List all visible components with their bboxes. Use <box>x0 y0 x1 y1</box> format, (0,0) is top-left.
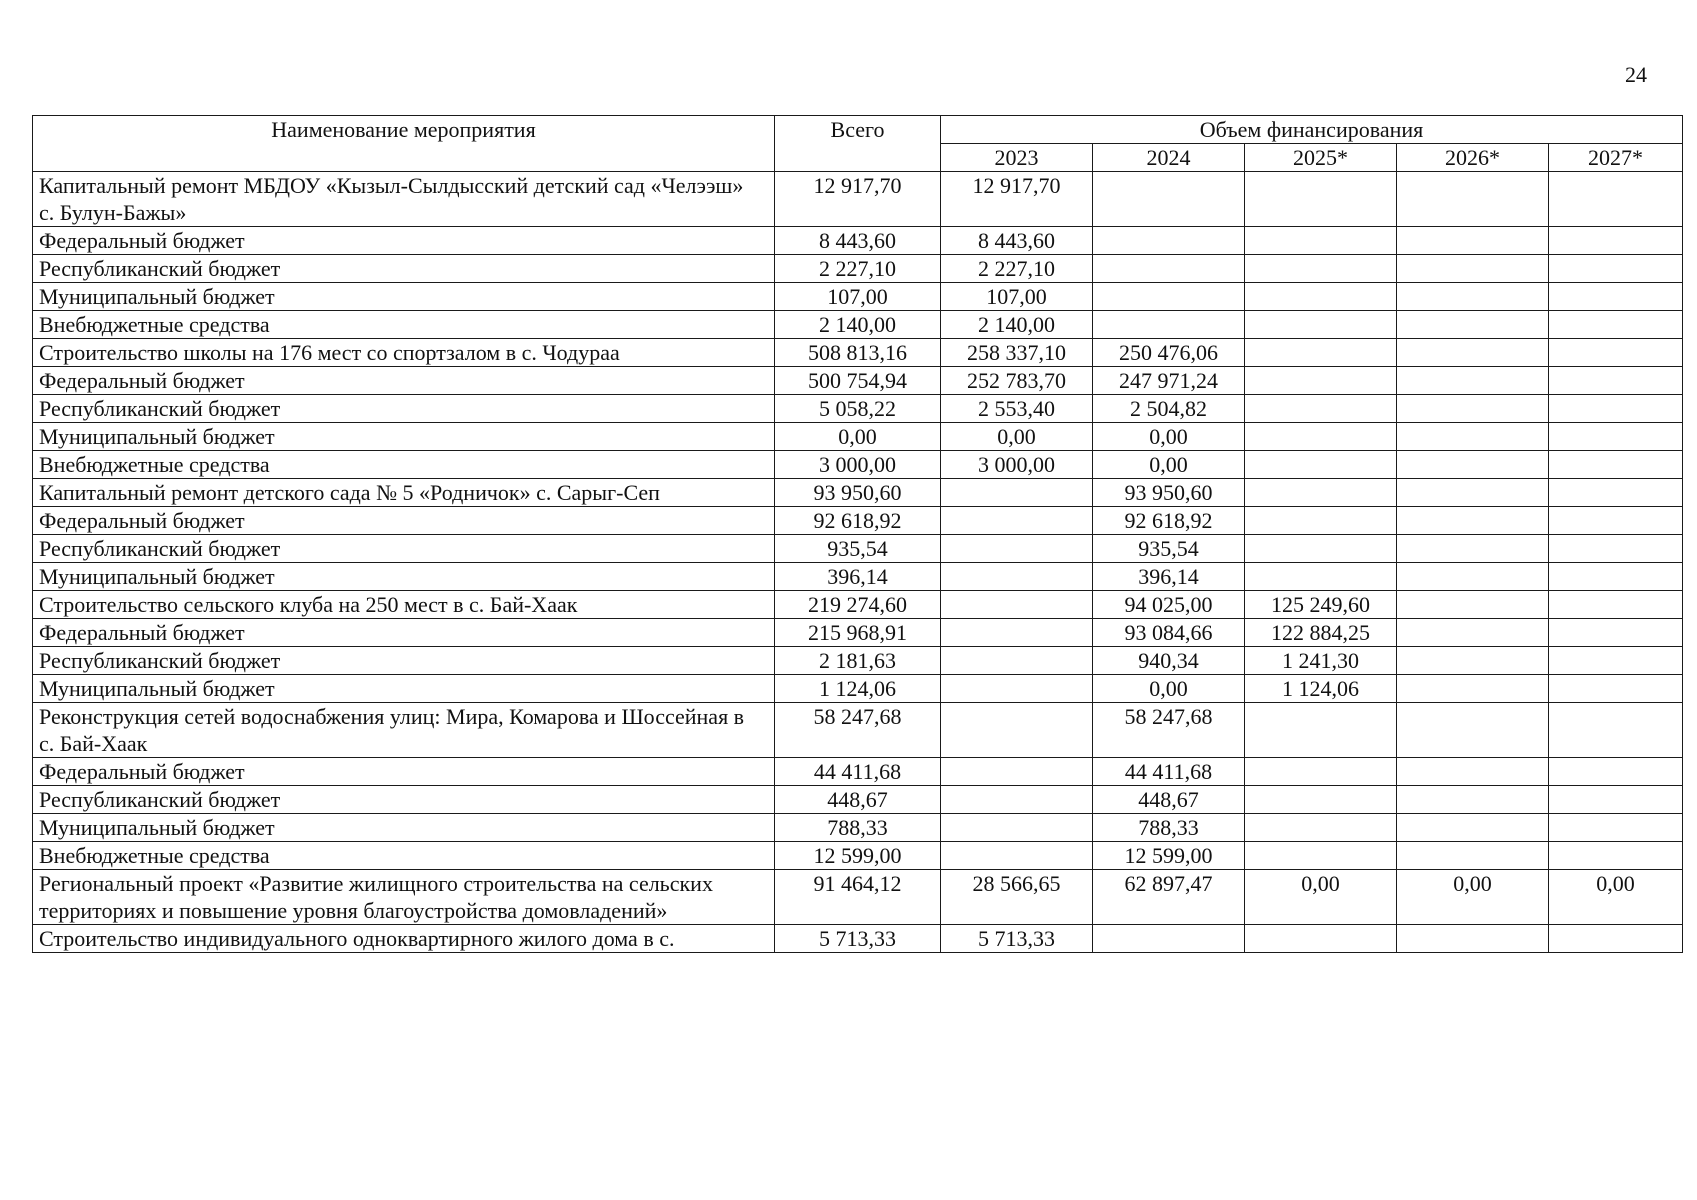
table-row <box>33 675 1683 703</box>
row-name-cell: Капитальный ремонт детского сада № 5 «Родничок» с. Сарыг-Сеп <box>33 479 775 507</box>
row-name-cell: Реконструкция сетей водоснабжения улиц: Мира, Комарова и Шоссейная в с. Бай-Хаак <box>33 703 775 758</box>
header-year: 2025* <box>1245 144 1397 172</box>
row-2026-cell <box>1397 758 1549 786</box>
row-2023-cell: 8 443,60 <box>941 227 1093 255</box>
row-name-cell: Республиканский бюджет <box>33 255 775 283</box>
row-total-cell: 91 464,12 <box>775 870 941 925</box>
table-row <box>33 619 1683 647</box>
row-2024-cell: 92 618,92 <box>1093 507 1245 535</box>
row-total-cell: 788,33 <box>775 814 941 842</box>
row-2024-cell <box>1093 255 1245 283</box>
row-total-cell: 3 000,00 <box>775 451 941 479</box>
row-2025-cell <box>1245 563 1397 591</box>
row-2026-cell <box>1397 339 1549 367</box>
row-2027-cell: 0,00 <box>1549 870 1683 925</box>
row-2026-cell <box>1397 311 1549 339</box>
row-2027-cell <box>1549 367 1683 395</box>
row-name-cell: Строительство индивидуального одноквартирного жилого дома в с. <box>33 925 775 953</box>
row-2024-cell: 12 599,00 <box>1093 842 1245 870</box>
row-name-cell: Строительство школы на 176 мест со спортзалом в с. Чодураа <box>33 339 775 367</box>
table-row <box>33 535 1683 563</box>
row-2024-cell: 396,14 <box>1093 563 1245 591</box>
row-name-cell: Республиканский бюджет <box>33 647 775 675</box>
row-2023-cell: 12 917,70 <box>941 172 1093 227</box>
table-row <box>33 814 1683 842</box>
row-2025-cell <box>1245 535 1397 563</box>
row-2026-cell <box>1397 451 1549 479</box>
row-2023-cell <box>941 507 1093 535</box>
row-2024-cell: 247 971,24 <box>1093 367 1245 395</box>
table-row <box>33 255 1683 283</box>
row-2026-cell <box>1397 703 1549 758</box>
table-row <box>33 786 1683 814</box>
row-2023-cell <box>941 619 1093 647</box>
row-2025-cell: 1 241,30 <box>1245 647 1397 675</box>
row-2027-cell <box>1549 758 1683 786</box>
row-2023-cell: 2 227,10 <box>941 255 1093 283</box>
row-2023-cell <box>941 479 1093 507</box>
row-2027-cell <box>1549 172 1683 227</box>
row-total-cell: 219 274,60 <box>775 591 941 619</box>
row-total-cell: 500 754,94 <box>775 367 941 395</box>
row-2027-cell <box>1549 339 1683 367</box>
row-2025-cell <box>1245 814 1397 842</box>
row-2023-cell: 5 713,33 <box>941 925 1093 953</box>
row-2025-cell: 125 249,60 <box>1245 591 1397 619</box>
table-row <box>33 479 1683 507</box>
row-2026-cell <box>1397 814 1549 842</box>
row-2023-cell <box>941 842 1093 870</box>
row-2025-cell <box>1245 703 1397 758</box>
row-2026-cell <box>1397 675 1549 703</box>
row-total-cell: 0,00 <box>775 423 941 451</box>
row-total-cell: 935,54 <box>775 535 941 563</box>
financing-table <box>32 115 1683 953</box>
table-row <box>33 925 1683 953</box>
row-name-cell: Муниципальный бюджет <box>33 814 775 842</box>
table-row <box>33 395 1683 423</box>
row-2027-cell <box>1549 311 1683 339</box>
row-name-cell: Региональный проект «Развитие жилищного строительства на сельских территориях и повышение уровня благоустройства домовладений» <box>33 870 775 925</box>
row-2025-cell <box>1245 227 1397 255</box>
row-2023-cell: 258 337,10 <box>941 339 1093 367</box>
row-2027-cell <box>1549 842 1683 870</box>
row-total-cell: 44 411,68 <box>775 758 941 786</box>
table-row <box>33 172 1683 227</box>
row-2027-cell <box>1549 563 1683 591</box>
row-2024-cell: 788,33 <box>1093 814 1245 842</box>
row-2026-cell: 0,00 <box>1397 870 1549 925</box>
row-2027-cell <box>1549 675 1683 703</box>
row-2025-cell <box>1245 451 1397 479</box>
row-2024-cell: 448,67 <box>1093 786 1245 814</box>
row-2023-cell <box>941 758 1093 786</box>
table-row <box>33 842 1683 870</box>
row-2027-cell <box>1549 451 1683 479</box>
row-2026-cell <box>1397 591 1549 619</box>
row-2025-cell <box>1245 507 1397 535</box>
row-name-cell: Муниципальный бюджет <box>33 423 775 451</box>
row-2023-cell: 2 140,00 <box>941 311 1093 339</box>
row-2027-cell <box>1549 703 1683 758</box>
table-row <box>33 647 1683 675</box>
row-2027-cell <box>1549 479 1683 507</box>
row-2025-cell <box>1245 925 1397 953</box>
row-total-cell: 448,67 <box>775 786 941 814</box>
row-2027-cell <box>1549 227 1683 255</box>
row-2024-cell: 94 025,00 <box>1093 591 1245 619</box>
row-2023-cell <box>941 703 1093 758</box>
row-2027-cell <box>1549 591 1683 619</box>
row-2025-cell <box>1245 395 1397 423</box>
header-year: 2023 <box>941 144 1093 172</box>
row-name-cell: Внебюджетные средства <box>33 311 775 339</box>
row-2025-cell <box>1245 283 1397 311</box>
header-year: 2024 <box>1093 144 1245 172</box>
row-2026-cell <box>1397 423 1549 451</box>
row-name-cell: Муниципальный бюджет <box>33 563 775 591</box>
row-2025-cell: 1 124,06 <box>1245 675 1397 703</box>
row-2023-cell: 0,00 <box>941 423 1093 451</box>
row-2025-cell <box>1245 172 1397 227</box>
row-total-cell: 8 443,60 <box>775 227 941 255</box>
row-2026-cell <box>1397 842 1549 870</box>
row-name-cell: Федеральный бюджет <box>33 367 775 395</box>
row-2024-cell: 0,00 <box>1093 451 1245 479</box>
page-number: 24 <box>1625 62 1647 87</box>
row-2024-cell: 250 476,06 <box>1093 339 1245 367</box>
row-2027-cell <box>1549 925 1683 953</box>
row-2023-cell <box>941 814 1093 842</box>
row-name-cell: Республиканский бюджет <box>33 395 775 423</box>
table-row <box>33 703 1683 758</box>
row-2026-cell <box>1397 647 1549 675</box>
row-2023-cell: 2 553,40 <box>941 395 1093 423</box>
row-2023-cell <box>941 675 1093 703</box>
row-total-cell: 107,00 <box>775 283 941 311</box>
row-2025-cell <box>1245 423 1397 451</box>
row-2024-cell: 44 411,68 <box>1093 758 1245 786</box>
table-row <box>33 311 1683 339</box>
row-name-cell: Капитальный ремонт МБДОУ «Кызыл-Сылдысский детский сад «Челээш» с. Булун-Бажы» <box>33 172 775 227</box>
row-name-cell: Федеральный бюджет <box>33 227 775 255</box>
row-2024-cell: 62 897,47 <box>1093 870 1245 925</box>
row-2025-cell <box>1245 786 1397 814</box>
row-2025-cell: 122 884,25 <box>1245 619 1397 647</box>
header-name: Наименование мероприятия <box>33 116 775 172</box>
row-2024-cell <box>1093 172 1245 227</box>
row-2027-cell <box>1549 619 1683 647</box>
row-2023-cell: 107,00 <box>941 283 1093 311</box>
row-name-cell: Муниципальный бюджет <box>33 283 775 311</box>
row-2026-cell <box>1397 507 1549 535</box>
row-name-cell: Федеральный бюджет <box>33 507 775 535</box>
table-header <box>33 116 1683 172</box>
row-total-cell: 58 247,68 <box>775 703 941 758</box>
header-total: Всего <box>775 116 941 172</box>
row-2027-cell <box>1549 814 1683 842</box>
row-2024-cell: 93 950,60 <box>1093 479 1245 507</box>
row-total-cell: 2 140,00 <box>775 311 941 339</box>
row-total-cell: 93 950,60 <box>775 479 941 507</box>
row-name-cell: Муниципальный бюджет <box>33 675 775 703</box>
row-2024-cell <box>1093 283 1245 311</box>
row-name-cell: Республиканский бюджет <box>33 535 775 563</box>
row-total-cell: 5 713,33 <box>775 925 941 953</box>
table-row <box>33 507 1683 535</box>
row-2026-cell <box>1397 255 1549 283</box>
row-2026-cell <box>1397 535 1549 563</box>
row-2025-cell <box>1245 367 1397 395</box>
row-2027-cell <box>1549 283 1683 311</box>
table-row <box>33 283 1683 311</box>
row-2025-cell <box>1245 479 1397 507</box>
row-2027-cell <box>1549 535 1683 563</box>
row-total-cell: 12 917,70 <box>775 172 941 227</box>
table-row <box>33 451 1683 479</box>
table-row <box>33 227 1683 255</box>
row-2025-cell <box>1245 255 1397 283</box>
row-2023-cell <box>941 647 1093 675</box>
row-total-cell: 92 618,92 <box>775 507 941 535</box>
row-2026-cell <box>1397 395 1549 423</box>
row-2023-cell <box>941 591 1093 619</box>
row-2023-cell: 28 566,65 <box>941 870 1093 925</box>
row-total-cell: 508 813,16 <box>775 339 941 367</box>
row-2023-cell: 252 783,70 <box>941 367 1093 395</box>
row-2026-cell <box>1397 283 1549 311</box>
row-2024-cell <box>1093 227 1245 255</box>
row-2026-cell <box>1397 563 1549 591</box>
row-total-cell: 215 968,91 <box>775 619 941 647</box>
row-2024-cell <box>1093 925 1245 953</box>
row-2023-cell <box>941 535 1093 563</box>
row-total-cell: 1 124,06 <box>775 675 941 703</box>
row-2027-cell <box>1549 507 1683 535</box>
row-2024-cell: 58 247,68 <box>1093 703 1245 758</box>
row-2024-cell: 2 504,82 <box>1093 395 1245 423</box>
row-2027-cell <box>1549 647 1683 675</box>
row-total-cell: 2 227,10 <box>775 255 941 283</box>
table-row <box>33 367 1683 395</box>
table-row <box>33 870 1683 925</box>
row-2027-cell <box>1549 786 1683 814</box>
row-2026-cell <box>1397 786 1549 814</box>
row-2025-cell <box>1245 842 1397 870</box>
table-row <box>33 339 1683 367</box>
row-2027-cell <box>1549 423 1683 451</box>
row-2025-cell: 0,00 <box>1245 870 1397 925</box>
row-total-cell: 396,14 <box>775 563 941 591</box>
row-2026-cell <box>1397 227 1549 255</box>
row-2025-cell <box>1245 311 1397 339</box>
row-2024-cell: 940,34 <box>1093 647 1245 675</box>
table-row <box>33 591 1683 619</box>
row-2026-cell <box>1397 619 1549 647</box>
row-2024-cell: 0,00 <box>1093 675 1245 703</box>
row-name-cell: Строительство сельского клуба на 250 мест в с. Бай-Хаак <box>33 591 775 619</box>
row-2024-cell: 935,54 <box>1093 535 1245 563</box>
row-name-cell: Федеральный бюджет <box>33 619 775 647</box>
row-2026-cell <box>1397 172 1549 227</box>
row-2024-cell <box>1093 311 1245 339</box>
table-row <box>33 423 1683 451</box>
row-total-cell: 5 058,22 <box>775 395 941 423</box>
row-2026-cell <box>1397 479 1549 507</box>
row-2024-cell: 93 084,66 <box>1093 619 1245 647</box>
row-2025-cell <box>1245 339 1397 367</box>
row-name-cell: Внебюджетные средства <box>33 451 775 479</box>
table-row <box>33 563 1683 591</box>
table-body <box>33 172 1683 953</box>
row-name-cell: Внебюджетные средства <box>33 842 775 870</box>
row-2025-cell <box>1245 758 1397 786</box>
row-2027-cell <box>1549 395 1683 423</box>
row-2026-cell <box>1397 367 1549 395</box>
row-name-cell: Федеральный бюджет <box>33 758 775 786</box>
row-2024-cell: 0,00 <box>1093 423 1245 451</box>
row-2023-cell <box>941 563 1093 591</box>
table-row <box>33 758 1683 786</box>
header-year: 2027* <box>1549 144 1683 172</box>
row-total-cell: 2 181,63 <box>775 647 941 675</box>
row-2026-cell <box>1397 925 1549 953</box>
header-financing: Объем финансирования <box>941 116 1683 144</box>
row-total-cell: 12 599,00 <box>775 842 941 870</box>
row-2023-cell <box>941 786 1093 814</box>
row-2023-cell: 3 000,00 <box>941 451 1093 479</box>
row-name-cell: Республиканский бюджет <box>33 786 775 814</box>
header-year: 2026* <box>1397 144 1549 172</box>
row-2027-cell <box>1549 255 1683 283</box>
